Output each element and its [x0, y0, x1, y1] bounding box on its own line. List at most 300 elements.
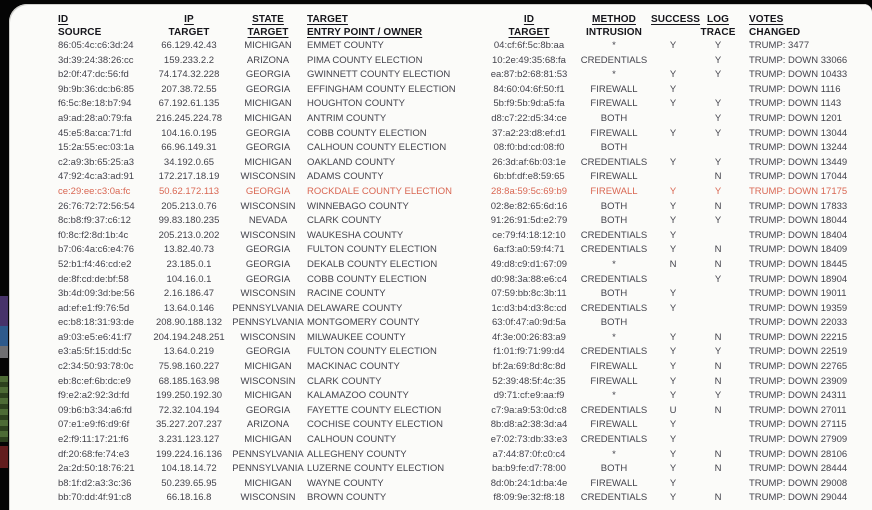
cell-log-trace: N — [714, 375, 722, 387]
cell-votes-changed: TRUMP: DOWN 13044 — [749, 127, 848, 139]
cell-success: U — [669, 404, 677, 416]
cell-method-intrusion: CREDENTIALS — [580, 346, 648, 358]
cell-log-trace: Y — [714, 185, 722, 197]
column-header-id-target — [481, 13, 577, 39]
cell-success: N — [669, 258, 677, 270]
header-line: TRACE — [700, 27, 736, 38]
cell-log-trace — [695, 316, 741, 331]
table-row[interactable] — [9, 127, 872, 142]
cell-log-trace: N — [714, 171, 722, 183]
cell-state-target: GEORGIA — [245, 127, 291, 139]
cell-method-intrusion: FIREWALL — [590, 477, 638, 489]
cell-method-intrusion: * — [612, 331, 616, 343]
cell-state-target: GEORGIA — [245, 244, 291, 256]
cell-entry-point-owner: WINNEBAGO COUNTY — [307, 200, 409, 212]
header-line: TARGET — [247, 27, 289, 38]
cell-method-intrusion: BOTH — [600, 200, 628, 212]
cell-method-intrusion: CREDENTIALS — [580, 302, 648, 314]
cell-entry-point-owner: MILWAUKEE COUNTY — [307, 331, 406, 343]
cell-id-target: 63:0f:47:a0:9d:5a — [492, 317, 566, 329]
cell-state-target: MICHIGAN — [244, 98, 292, 110]
table-row[interactable] — [9, 229, 872, 244]
cell-ip-target: 66.129.42.43 — [161, 40, 217, 51]
cell-votes-changed: TRUMP: DOWN 1116 — [749, 83, 841, 95]
cell-state-target: PENNSYLVANIA — [232, 463, 304, 475]
cell-votes-changed: TRUMP: DOWN 28444 — [749, 463, 848, 475]
cell-id-target: 26:3d:af:6b:03:1e — [492, 156, 566, 168]
cell-votes-changed: TRUMP: DOWN 27115 — [749, 419, 847, 431]
cell-id-source: ad:ef:e1:f9:76:5d — [58, 302, 130, 314]
cell-id-source: 3d:39:24:38:26:cc — [58, 54, 134, 66]
cell-success: Y — [669, 419, 677, 431]
cell-id-target: 08:f0:bd:cd:08:f0 — [493, 142, 565, 154]
table-row[interactable] — [9, 404, 872, 419]
table-row[interactable] — [9, 345, 872, 360]
cell-entry-point-owner: FULTON COUNTY ELECTION — [307, 244, 437, 256]
cell-id-source: df:20:68:fe:74:e3 — [58, 448, 130, 460]
table-row[interactable] — [9, 54, 872, 69]
header-line: METHOD — [592, 14, 636, 25]
cell-method-intrusion: FIREWALL — [590, 419, 638, 431]
cell-votes-changed: TRUMP: DOWN 17175 — [749, 185, 848, 197]
cell-id-source: 86:05:4c:c6:3d:24 — [58, 40, 134, 51]
cell-state-target: NEVADA — [248, 215, 288, 227]
cell-state-target: PENNSYLVANIA — [232, 302, 304, 314]
cell-method-intrusion: * — [612, 69, 616, 81]
table-row[interactable] — [9, 462, 872, 477]
cell-log-trace: Y — [714, 98, 722, 110]
table-row[interactable] — [9, 360, 872, 375]
cell-id-target: c7:9a:a9:53:0d:c8 — [491, 404, 567, 416]
table-row[interactable] — [9, 287, 872, 302]
cell-method-intrusion: FIREWALL — [590, 83, 638, 95]
cell-id-source: a9:ad:28:a0:79:fa — [58, 112, 132, 124]
cell-entry-point-owner: OAKLAND COUNTY — [307, 156, 396, 168]
cell-ip-target: 35.227.207.237 — [155, 419, 223, 431]
cell-votes-changed: TRUMP: DOWN 33066 — [749, 54, 848, 66]
column-header-id-source — [9, 13, 149, 39]
cell-id-source: 8c:b8:f9:37:c6:12 — [58, 215, 131, 227]
cell-id-target: 02:8e:82:65:6d:16 — [490, 200, 568, 212]
cell-success: Y — [669, 375, 677, 387]
cell-success: Y — [669, 215, 677, 227]
cell-method-intrusion: * — [612, 390, 616, 402]
cell-log-trace — [695, 477, 741, 492]
cell-state-target: GEORGIA — [245, 404, 291, 416]
cell-ip-target: 199.250.192.30 — [155, 390, 223, 402]
cell-state-target: WISCONSIN — [240, 288, 296, 300]
table-row[interactable] — [9, 316, 872, 331]
cell-method-intrusion: CREDENTIALS — [580, 229, 648, 241]
header-line: VOTES — [749, 14, 784, 25]
cell-entry-point-owner: DELAWARE COUNTY — [307, 302, 403, 314]
cell-entry-point-owner: COCHISE COUNTY ELECTION — [307, 419, 444, 431]
cell-entry-point-owner: PIMA COUNTY ELECTION — [307, 54, 423, 66]
cell-success: Y — [669, 83, 677, 95]
table-row[interactable] — [9, 141, 872, 156]
cell-success — [651, 141, 695, 156]
cell-success — [651, 54, 695, 69]
cell-id-source: 07:e1:e9:f6:d9:6f — [58, 419, 130, 431]
header-line: INTRUSION — [586, 27, 642, 38]
cell-method-intrusion: BOTH — [600, 463, 628, 475]
cell-success: Y — [669, 288, 677, 300]
cell-state-target: PENNSYLVANIA — [232, 448, 304, 460]
cell-log-trace: Y — [714, 69, 722, 81]
cell-entry-point-owner: COBB COUNTY ELECTION — [307, 273, 427, 285]
cell-success: Y — [669, 156, 677, 168]
cell-id-target: 5b:f9:5b:9d:a5:fa — [493, 98, 565, 110]
cell-method-intrusion: CREDENTIALS — [580, 492, 648, 504]
cell-log-trace — [695, 302, 741, 317]
cell-method-intrusion: * — [612, 258, 616, 270]
header-line: CHANGED — [749, 27, 801, 38]
cell-ip-target: 66.96.149.31 — [161, 142, 217, 154]
cell-id-source: bb:70:dd:4f:91:c8 — [58, 492, 132, 504]
cell-success: Y — [669, 40, 677, 51]
cell-entry-point-owner: CALHOUN COUNTY — [307, 434, 397, 446]
cell-votes-changed: TRUMP: DOWN 1143 — [749, 98, 842, 110]
cell-entry-point-owner: LUZERNE COUNTY ELECTION — [307, 463, 445, 475]
cell-method-intrusion: BOTH — [600, 288, 628, 300]
cell-votes-changed: TRUMP: DOWN 1201 — [749, 112, 842, 124]
cell-success: Y — [669, 477, 677, 489]
cell-ip-target: 205.213.0.76 — [161, 200, 217, 212]
cell-state-target: PENNSYLVANIA — [232, 317, 304, 329]
cell-success: Y — [669, 434, 677, 446]
cell-method-intrusion: FIREWALL — [590, 185, 638, 197]
cell-id-source: e2:f9:11:17:21:f6 — [58, 434, 129, 446]
cell-method-intrusion: BOTH — [600, 112, 628, 124]
table-row[interactable] — [9, 243, 872, 258]
intrusion-results-table — [9, 4, 872, 510]
cell-success: Y — [669, 302, 677, 314]
cell-votes-changed: TRUMP: DOWN 27011 — [749, 404, 847, 416]
table-row[interactable] — [9, 331, 872, 346]
cell-state-target: GEORGIA — [245, 258, 291, 270]
cell-votes-changed: TRUMP: DOWN 18904 — [749, 273, 848, 285]
cell-id-target: bf:2a:69:8d:8c:8d — [492, 361, 566, 373]
cell-log-trace — [695, 418, 741, 433]
cell-success: Y — [669, 331, 677, 343]
cell-state-target: MICHIGAN — [244, 112, 292, 124]
cell-state-target: WISCONSIN — [240, 331, 296, 343]
cell-log-trace: N — [714, 448, 722, 460]
cell-state-target: GEORGIA — [245, 69, 291, 81]
cell-state-target: ARIZONA — [246, 54, 290, 66]
cell-id-target: 52:39:48:5f:4c:35 — [492, 375, 566, 387]
cell-entry-point-owner: GWINNETT COUNTY ELECTION — [307, 69, 451, 81]
cell-ip-target: 3.231.123.127 — [158, 434, 220, 446]
cell-votes-changed: TRUMP: DOWN 22519 — [749, 346, 848, 358]
cell-success — [651, 316, 695, 331]
table-row[interactable] — [9, 258, 872, 273]
header-line: ID — [58, 14, 69, 25]
bezel-artifact — [0, 446, 8, 468]
cell-success: Y — [669, 185, 677, 197]
table-row[interactable] — [9, 112, 872, 127]
cell-votes-changed: TRUMP: DOWN 13449 — [749, 156, 848, 168]
cell-log-trace: N — [714, 258, 722, 270]
cell-state-target: GEORGIA — [245, 142, 291, 154]
header-line: STATE — [252, 14, 284, 25]
cell-state-target: MICHIGAN — [244, 156, 292, 168]
table-row[interactable] — [9, 418, 872, 433]
cell-log-trace: N — [714, 463, 722, 475]
cell-method-intrusion: FIREWALL — [590, 98, 638, 110]
header-line: SUCCESS — [651, 14, 701, 25]
cell-id-target: 28:8a:59:5c:69:b9 — [490, 185, 568, 197]
column-header-method-intrusion — [577, 13, 651, 39]
cell-votes-changed: TRUMP: DOWN 27909 — [749, 434, 848, 446]
cell-entry-point-owner: ALLEGHENY COUNTY — [307, 448, 407, 460]
cell-entry-point-owner: MONTGOMERY COUNTY — [307, 317, 420, 329]
cell-entry-point-owner: CLARK COUNTY — [307, 215, 382, 227]
cell-ip-target: 75.98.160.227 — [158, 361, 220, 373]
cell-ip-target: 74.174.32.228 — [158, 69, 220, 81]
cell-entry-point-owner: MACKINAC COUNTY — [307, 361, 400, 373]
cell-entry-point-owner: FULTON COUNTY ELECTION — [307, 346, 437, 358]
cell-id-target: 37:a2:23:d8:ef:d1 — [492, 127, 566, 139]
cell-id-source: c2:34:50:93:78:0c — [58, 361, 134, 373]
cell-votes-changed: TRUMP: DOWN 22033 — [749, 317, 848, 329]
cell-id-source: f0:8c:f2:8d:1b:4c — [58, 229, 129, 241]
header-line: IP — [184, 14, 194, 25]
header-line: ID — [523, 14, 535, 25]
table-row[interactable] — [9, 433, 872, 448]
cell-ip-target: 34.192.0.65 — [163, 156, 215, 168]
cell-votes-changed: TRUMP: DOWN 18409 — [749, 244, 848, 256]
cell-entry-point-owner: ROCKDALE COUNTY ELECTION — [307, 185, 452, 197]
cell-state-target: MICHIGAN — [244, 390, 292, 402]
cell-success: Y — [669, 69, 677, 81]
cell-log-trace: Y — [714, 127, 722, 139]
column-header-success — [651, 13, 701, 39]
cell-log-trace: Y — [714, 112, 722, 124]
cell-method-intrusion: CREDENTIALS — [580, 434, 648, 446]
cell-ip-target: 199.224.16.136 — [155, 448, 223, 460]
cell-votes-changed: TRUMP: 3477 — [749, 40, 810, 51]
bezel-artifact — [0, 326, 8, 346]
cell-success — [651, 273, 695, 288]
cell-ip-target: 13.64.0.219 — [163, 346, 215, 358]
table-row[interactable] — [9, 200, 872, 215]
column-header-votes-changed — [741, 13, 872, 39]
cell-state-target: MICHIGAN — [244, 361, 292, 373]
cell-state-target: MICHIGAN — [244, 434, 292, 446]
table-row[interactable] — [9, 477, 872, 492]
cell-log-trace: N — [714, 244, 722, 256]
cell-entry-point-owner: WAYNE COUNTY — [307, 477, 384, 489]
bezel-artifact — [0, 296, 8, 326]
table-row[interactable] — [9, 156, 872, 171]
cell-state-target: GEORGIA — [245, 185, 291, 197]
cell-id-target: 1c:d3:b4:d3:8c:cd — [491, 302, 567, 314]
cell-entry-point-owner: FAYETTE COUNTY ELECTION — [307, 404, 442, 416]
cell-entry-point-owner: COBB COUNTY ELECTION — [307, 127, 427, 139]
cell-id-target: e7:02:73:db:33:e3 — [490, 434, 568, 446]
cell-id-target: 04:cf:6f:5c:8b:aa — [493, 40, 565, 51]
cell-method-intrusion: FIREWALL — [590, 375, 638, 387]
table-row[interactable] — [9, 491, 872, 506]
cell-entry-point-owner: WAUKESHA COUNTY — [307, 229, 404, 241]
table-row[interactable] — [9, 170, 872, 185]
cell-id-target: ba:b9:fe:d7:78:00 — [492, 463, 566, 475]
cell-success: Y — [669, 448, 677, 460]
cell-ip-target: 159.233.2.2 — [163, 54, 215, 66]
cell-entry-point-owner: HOUGHTON COUNTY — [307, 98, 405, 110]
cell-ip-target: 67.192.61.135 — [158, 98, 220, 110]
cell-state-target: WISCONSIN — [240, 200, 296, 212]
cell-method-intrusion: BOTH — [600, 317, 628, 329]
cell-id-source: a9:03:e5:e6:41:f7 — [58, 331, 132, 343]
cell-success: Y — [669, 244, 677, 256]
cell-votes-changed: TRUMP: DOWN 18044 — [749, 215, 848, 227]
cell-id-source: 45:e5:8a:ca:71:fd — [58, 127, 132, 139]
cell-id-source: 09:b6:b3:34:a6:fd — [58, 404, 132, 416]
cell-log-trace — [695, 83, 741, 98]
cell-success: Y — [669, 127, 677, 139]
cell-id-source: 26:76:72:72:56:54 — [58, 200, 135, 212]
cell-ip-target: 208.90.188.132 — [155, 317, 223, 329]
cell-entry-point-owner: CALHOUN COUNTY ELECTION — [307, 142, 447, 154]
cell-success: Y — [669, 390, 677, 402]
cell-state-target: GEORGIA — [245, 273, 291, 285]
cell-id-target: 07:59:bb:8c:3b:11 — [491, 288, 567, 300]
cell-ip-target: 172.217.18.19 — [158, 171, 220, 183]
cell-id-source: e3:a5:5f:15:dd:5c — [58, 346, 132, 358]
cell-method-intrusion: FIREWALL — [590, 361, 638, 373]
cell-id-source: b2:0f:47:dc:56:fd — [58, 69, 129, 81]
cell-method-intrusion: BOTH — [600, 142, 628, 154]
cell-state-target: MICHIGAN — [244, 40, 292, 51]
cell-ip-target: 13.82.40.73 — [163, 244, 215, 256]
cell-log-trace: Y — [714, 54, 722, 66]
cell-success: Y — [669, 361, 677, 373]
header-line: TARGET — [508, 27, 550, 38]
cell-ip-target: 68.185.163.98 — [158, 375, 220, 387]
cell-id-target: ce:79:f4:18:12:10 — [492, 229, 566, 241]
cell-id-target: 4f:3e:00:26:83:a9 — [492, 331, 566, 343]
cell-ip-target: 205.213.0.202 — [158, 229, 220, 241]
cell-id-source: 47:92:4c:a3:ad:91 — [58, 171, 135, 183]
cell-method-intrusion: CREDENTIALS — [580, 273, 648, 285]
cell-votes-changed: TRUMP: DOWN 19011 — [749, 288, 847, 300]
header-line: TARGET — [307, 14, 348, 25]
cell-id-source: f9:e2:a2:92:3d:fd — [58, 390, 130, 402]
column-header-state-target — [229, 13, 307, 39]
table-row[interactable] — [9, 97, 872, 112]
cell-log-trace: N — [714, 492, 722, 504]
cell-id-target: 10:2e:49:35:68:fa — [492, 54, 566, 66]
cell-entry-point-owner: EMMET COUNTY — [307, 40, 384, 51]
cell-log-trace: N — [714, 361, 722, 373]
header-line: LOG — [707, 14, 729, 25]
cell-state-target: GEORGIA — [245, 83, 291, 95]
cell-ip-target: 2.16.186.47 — [163, 288, 215, 300]
cell-id-target: d0:98:3a:88:e6:c4 — [490, 273, 568, 285]
cell-id-target: 6a:f3:a0:59:f4:71 — [493, 244, 565, 256]
cell-votes-changed: TRUMP: DOWN 18404 — [749, 229, 848, 241]
table-row[interactable] — [9, 214, 872, 229]
table-row[interactable] — [9, 39, 872, 54]
cell-entry-point-owner: ADAMS COUNTY — [307, 171, 384, 183]
cell-ip-target: 50.62.172.113 — [158, 185, 220, 197]
cell-id-source: 52:b1:f4:46:cd:e2 — [58, 258, 132, 270]
table-row[interactable] — [9, 273, 872, 288]
table-row[interactable] — [9, 185, 872, 200]
cell-success: Y — [669, 463, 677, 475]
cell-id-source: de:8f:cd:de:bf:58 — [58, 273, 129, 285]
cell-entry-point-owner: RACINE COUNTY — [307, 288, 386, 300]
table-row[interactable] — [9, 302, 872, 317]
cell-success — [651, 112, 695, 127]
table-row[interactable] — [9, 375, 872, 390]
cell-votes-changed: TRUMP: DOWN 18445 — [749, 258, 848, 270]
table-body — [9, 39, 872, 506]
cell-method-intrusion: BOTH — [600, 215, 628, 227]
cell-votes-changed: TRUMP: DOWN 17833 — [749, 200, 848, 212]
cell-entry-point-owner: DEKALB COUNTY ELECTION — [307, 258, 438, 270]
cell-id-target: 6b:bf:df:e8:59:65 — [493, 171, 565, 183]
cell-success: Y — [669, 346, 677, 358]
cell-ip-target: 13.64.0.146 — [163, 302, 215, 314]
cell-id-target: 8d:0b:24:1d:ba:4e — [490, 477, 568, 489]
cell-id-source: b8:1f:d2:a3:3c:36 — [58, 477, 132, 489]
table-row[interactable] — [9, 68, 872, 83]
cell-votes-changed: TRUMP: DOWN 10433 — [749, 69, 848, 81]
table-header-row — [9, 4, 872, 39]
cell-id-source: 15:2a:55:ec:03:1a — [58, 142, 135, 154]
cell-log-trace: N — [714, 200, 722, 212]
cell-id-target: a7:44:87:0f:c0:c4 — [492, 448, 566, 460]
cell-log-trace: Y — [714, 156, 722, 168]
cell-id-target: f8:09:9e:32:f8:18 — [493, 492, 565, 504]
cell-ip-target: 104.16.0.195 — [161, 127, 217, 139]
cell-log-trace: Y — [714, 40, 722, 51]
cell-ip-target: 104.16.0.1 — [166, 273, 212, 285]
cell-votes-changed: TRUMP: DOWN 24311 — [749, 390, 847, 402]
column-header-log-trace — [695, 13, 741, 39]
cell-method-intrusion: CREDENTIALS — [580, 54, 648, 66]
cell-id-source: ec:b8:18:31:93:de — [58, 317, 135, 329]
cell-votes-changed: TRUMP: DOWN 22215 — [749, 331, 848, 343]
cell-method-intrusion: CREDENTIALS — [580, 404, 648, 416]
cell-entry-point-owner: ANTRIM COUNTY — [307, 112, 387, 124]
cell-entry-point-owner: BROWN COUNTY — [307, 492, 387, 504]
cell-success: Y — [669, 492, 677, 504]
cell-state-target: GEORGIA — [245, 346, 291, 358]
bezel-artifact — [0, 376, 8, 442]
column-header-ip-target — [149, 13, 229, 39]
cell-id-source: c2:a9:3b:65:25:a3 — [58, 156, 135, 168]
table-row[interactable] — [9, 448, 872, 463]
cell-log-trace: Y — [714, 346, 722, 358]
cell-id-source: ce:29:ee:c3:0a:fc — [58, 185, 131, 197]
cell-entry-point-owner: CLARK COUNTY — [307, 375, 382, 387]
cell-votes-changed: TRUMP: DOWN 13244 — [749, 142, 848, 154]
cell-log-trace: Y — [714, 390, 722, 402]
cell-id-target: 49:d8:c9:d1:67:09 — [490, 258, 568, 270]
cell-log-trace: Y — [714, 215, 722, 227]
cell-method-intrusion: FIREWALL — [590, 171, 638, 183]
table-row[interactable] — [9, 389, 872, 404]
cell-state-target: ARIZONA — [246, 419, 290, 431]
cell-method-intrusion: CREDENTIALS — [580, 244, 648, 256]
header-line: SOURCE — [58, 27, 102, 38]
cell-votes-changed: TRUMP: DOWN 28106 — [749, 448, 848, 460]
table-row[interactable] — [9, 83, 872, 98]
